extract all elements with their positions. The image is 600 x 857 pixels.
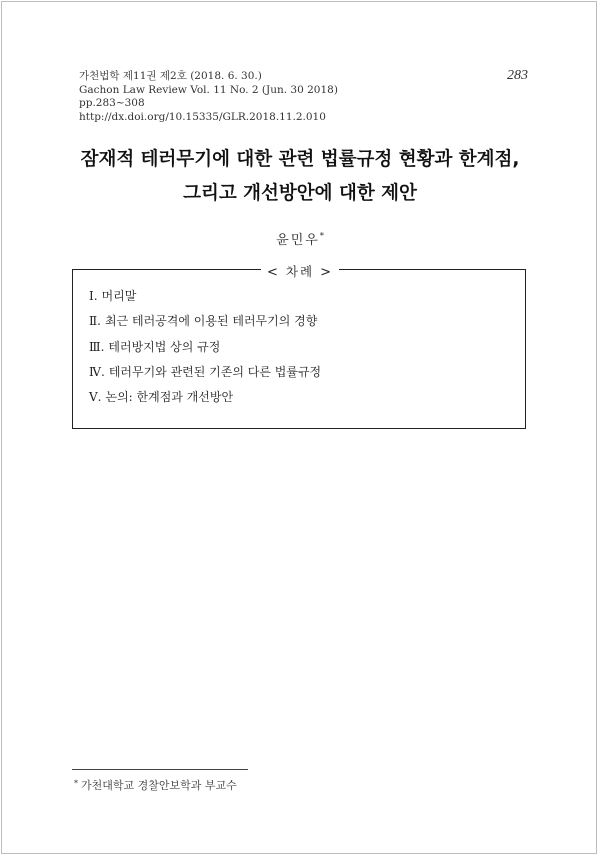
journal-title-english: Gachon Law Review Vol. 11 No. 2 (Jun. 30 2018) — [79, 83, 338, 96]
author-line — [0, 229, 600, 248]
toc-item-label: 논의: 한계점과 개선방안 — [105, 390, 234, 405]
footnote-mark: * — [74, 779, 78, 788]
doi-link[interactable]: http://dx.doi.org/10.15335/GLR.2018.11.2.010 — [79, 110, 326, 123]
page-range: pp.283~308 — [79, 97, 145, 109]
toc-list — [89, 284, 321, 410]
toc-item[interactable] — [89, 335, 321, 360]
toc-item[interactable] — [89, 284, 321, 309]
toc-item-number: Ⅰ. — [89, 289, 98, 303]
footnote-text: 가천대학교 경찰안보학과 부교수 — [81, 779, 237, 792]
toc-item-label: 머리말 — [101, 289, 137, 303]
footnote — [74, 777, 237, 793]
paper-title-line-2: 그리고 개선방안에 대한 제안 — [183, 183, 417, 204]
toc-item-label: 테러무기와 관련된 기존의 다른 법률규정 — [108, 364, 322, 379]
toc-item-number: Ⅳ. — [89, 364, 105, 379]
toc-heading-right-bracket: > — [320, 265, 333, 280]
toc-item[interactable] — [89, 360, 321, 385]
toc-item[interactable] — [89, 385, 321, 410]
journal-header — [79, 70, 338, 124]
page-number: 283 — [507, 68, 528, 83]
paper-title-line-1: 잠재적 테러무기에 대한 관련 법률규정 현황과 한계점, — [80, 149, 520, 170]
toc-item-number: Ⅲ. — [89, 339, 105, 354]
author-footnote-mark: * — [319, 231, 324, 241]
toc-heading-left-bracket: < — [267, 265, 280, 280]
footnote-divider — [72, 769, 248, 770]
toc-item[interactable] — [89, 309, 321, 334]
toc-heading — [0, 261, 600, 280]
toc-item-number: Ⅴ. — [89, 390, 102, 405]
toc-item-label: 테러방지법 상의 규정 — [108, 339, 221, 354]
toc-item-number: Ⅱ. — [89, 314, 101, 329]
toc-heading-text: 차례 — [285, 264, 315, 279]
author-name: 윤민우 — [276, 233, 320, 248]
toc-item-label: 최근 테러공격에 이용된 테러무기의 경향 — [104, 314, 318, 329]
paper-title — [0, 143, 600, 211]
journal-title-korean: 가천법학 제11권 제2호 (2018. 6. 30.) — [79, 70, 262, 82]
